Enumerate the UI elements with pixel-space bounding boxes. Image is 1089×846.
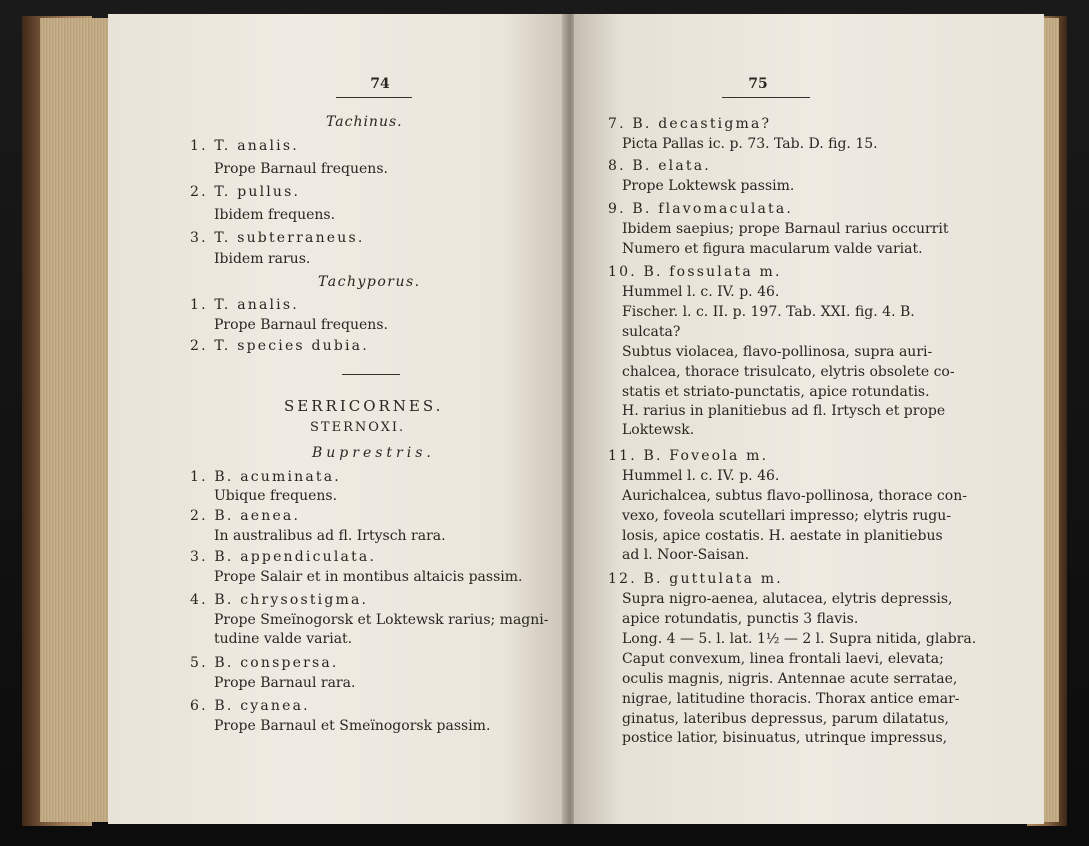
species-note: Hummel l. c. IV. p. 46.	[622, 284, 780, 300]
species-entry: 2. T. pullus.	[190, 184, 301, 200]
species-note: Prope Barnaul rara.	[214, 675, 356, 691]
species-description: Caput convexum, linea frontali laevi, elevata;	[622, 651, 944, 667]
species-description: ginatus, lateribus depressus, parum dilatatus,	[622, 711, 949, 727]
species-note: Hummel l. c. IV. p. 46.	[622, 468, 780, 484]
species-note: Prope Barnaul frequens.	[214, 161, 388, 177]
species-description: statis et striato-punctatis, apice rotundatis.	[622, 384, 930, 400]
species-entry: 1. T. analis.	[190, 297, 299, 313]
header-rule	[336, 97, 412, 98]
species-entry: 3. B. appendiculata.	[190, 549, 377, 565]
species-entry: 5. B. conspersa.	[190, 655, 339, 671]
species-description: losis, apice costatis. H. aestate in planitiebus	[622, 528, 943, 544]
species-note: Prope Salair et in montibus altaicis passim.	[214, 569, 523, 585]
species-entry: 3. T. subterraneus.	[190, 230, 365, 246]
species-note: Ubique frequens.	[214, 488, 338, 504]
species-description: Loktewsk.	[622, 422, 695, 438]
page-number: 75	[748, 76, 768, 92]
species-entry: 10. B. fossulata m.	[608, 264, 782, 280]
species-description: vexo, foveola scutellari impresso; elytris rugu-	[622, 508, 951, 524]
species-entry: 1. T. analis.	[190, 138, 299, 154]
species-note: tudine valde variat.	[214, 631, 353, 647]
page-number: 74	[370, 76, 390, 92]
species-description: nigrae, latitudine thoracis. Thorax antice emar-	[622, 691, 960, 707]
species-description: oculis magnis, nigris. Antennae acute serratae,	[622, 671, 958, 687]
species-description: ad l. Noor-Saisan.	[622, 547, 750, 563]
left-page	[108, 14, 570, 824]
species-note: Ibidem rarus.	[214, 251, 311, 267]
species-note: Prope Smeïnogorsk et Loktewsk rarius; magni-	[214, 612, 549, 628]
species-description: Aurichalcea, subtus flavo-pollinosa, thorace con-	[622, 488, 967, 504]
species-entry: 1. B. acuminata.	[190, 469, 341, 485]
species-note: Fischer. l. c. II. p. 197. Tab. XXI. fig. 4. B.	[622, 304, 915, 320]
species-description: chalcea, thorace trisulcato, elytris obsolete co-	[622, 364, 955, 380]
species-note: Picta Pallas ic. p. 73. Tab. D. fig. 15.	[622, 136, 878, 152]
subsection-heading: STERNOXI.	[310, 420, 406, 435]
left-page-edges	[40, 18, 110, 822]
species-note: Numero et figura macularum valde variat.	[622, 241, 923, 257]
species-note: Prope Loktewsk passim.	[622, 178, 795, 194]
species-note: Prope Barnaul frequens.	[214, 317, 388, 333]
species-entry: 11. B. Foveola m.	[608, 448, 769, 464]
species-entry: 2. B. aenea.	[190, 508, 301, 524]
header-rule	[722, 97, 810, 98]
species-description: Long. 4 — 5. l. lat. 1½ — 2 l. Supra nitida, glabra.	[622, 631, 977, 647]
species-note: Ibidem frequens.	[214, 207, 336, 223]
species-description: postice latior, bisinuatus, utrinque impressus,	[622, 730, 948, 746]
species-entry: 9. B. flavomaculata.	[608, 201, 794, 217]
species-description: Subtus violacea, flavo-pollinosa, supra auri-	[622, 344, 933, 360]
right-page	[574, 14, 1044, 824]
species-entry: 6. B. cyanea.	[190, 698, 310, 714]
species-entry: 2. T. species dubia.	[190, 338, 369, 354]
species-entry: 12. B. guttulata m.	[608, 571, 783, 587]
species-entry: 7. B. decastigma?	[608, 116, 772, 132]
section-heading: SERRICORNES.	[284, 397, 444, 415]
species-entry: 8. B. elata.	[608, 158, 711, 174]
genus-heading: Buprestris.	[312, 445, 435, 461]
section-rule	[342, 374, 400, 375]
genus-heading: Tachinus.	[326, 114, 403, 130]
species-note: sulcata?	[622, 324, 681, 340]
species-note: Ibidem saepius; prope Barnaul rarius occurrit	[622, 221, 949, 237]
genus-heading: Tachyporus.	[318, 274, 421, 290]
species-entry: 4. B. chrysostigma.	[190, 592, 369, 608]
species-description: H. rarius in planitiebus ad fl. Irtysch et prope	[622, 403, 946, 419]
species-note: Prope Barnaul et Smeïnogorsk passim.	[214, 718, 491, 734]
species-description: apice rotundatis, punctis 3 flavis.	[622, 611, 859, 627]
species-note: In australibus ad fl. Irtysch rara.	[214, 528, 446, 544]
species-description: Supra nigro-aenea, alutacea, elytris depressis,	[622, 591, 953, 607]
